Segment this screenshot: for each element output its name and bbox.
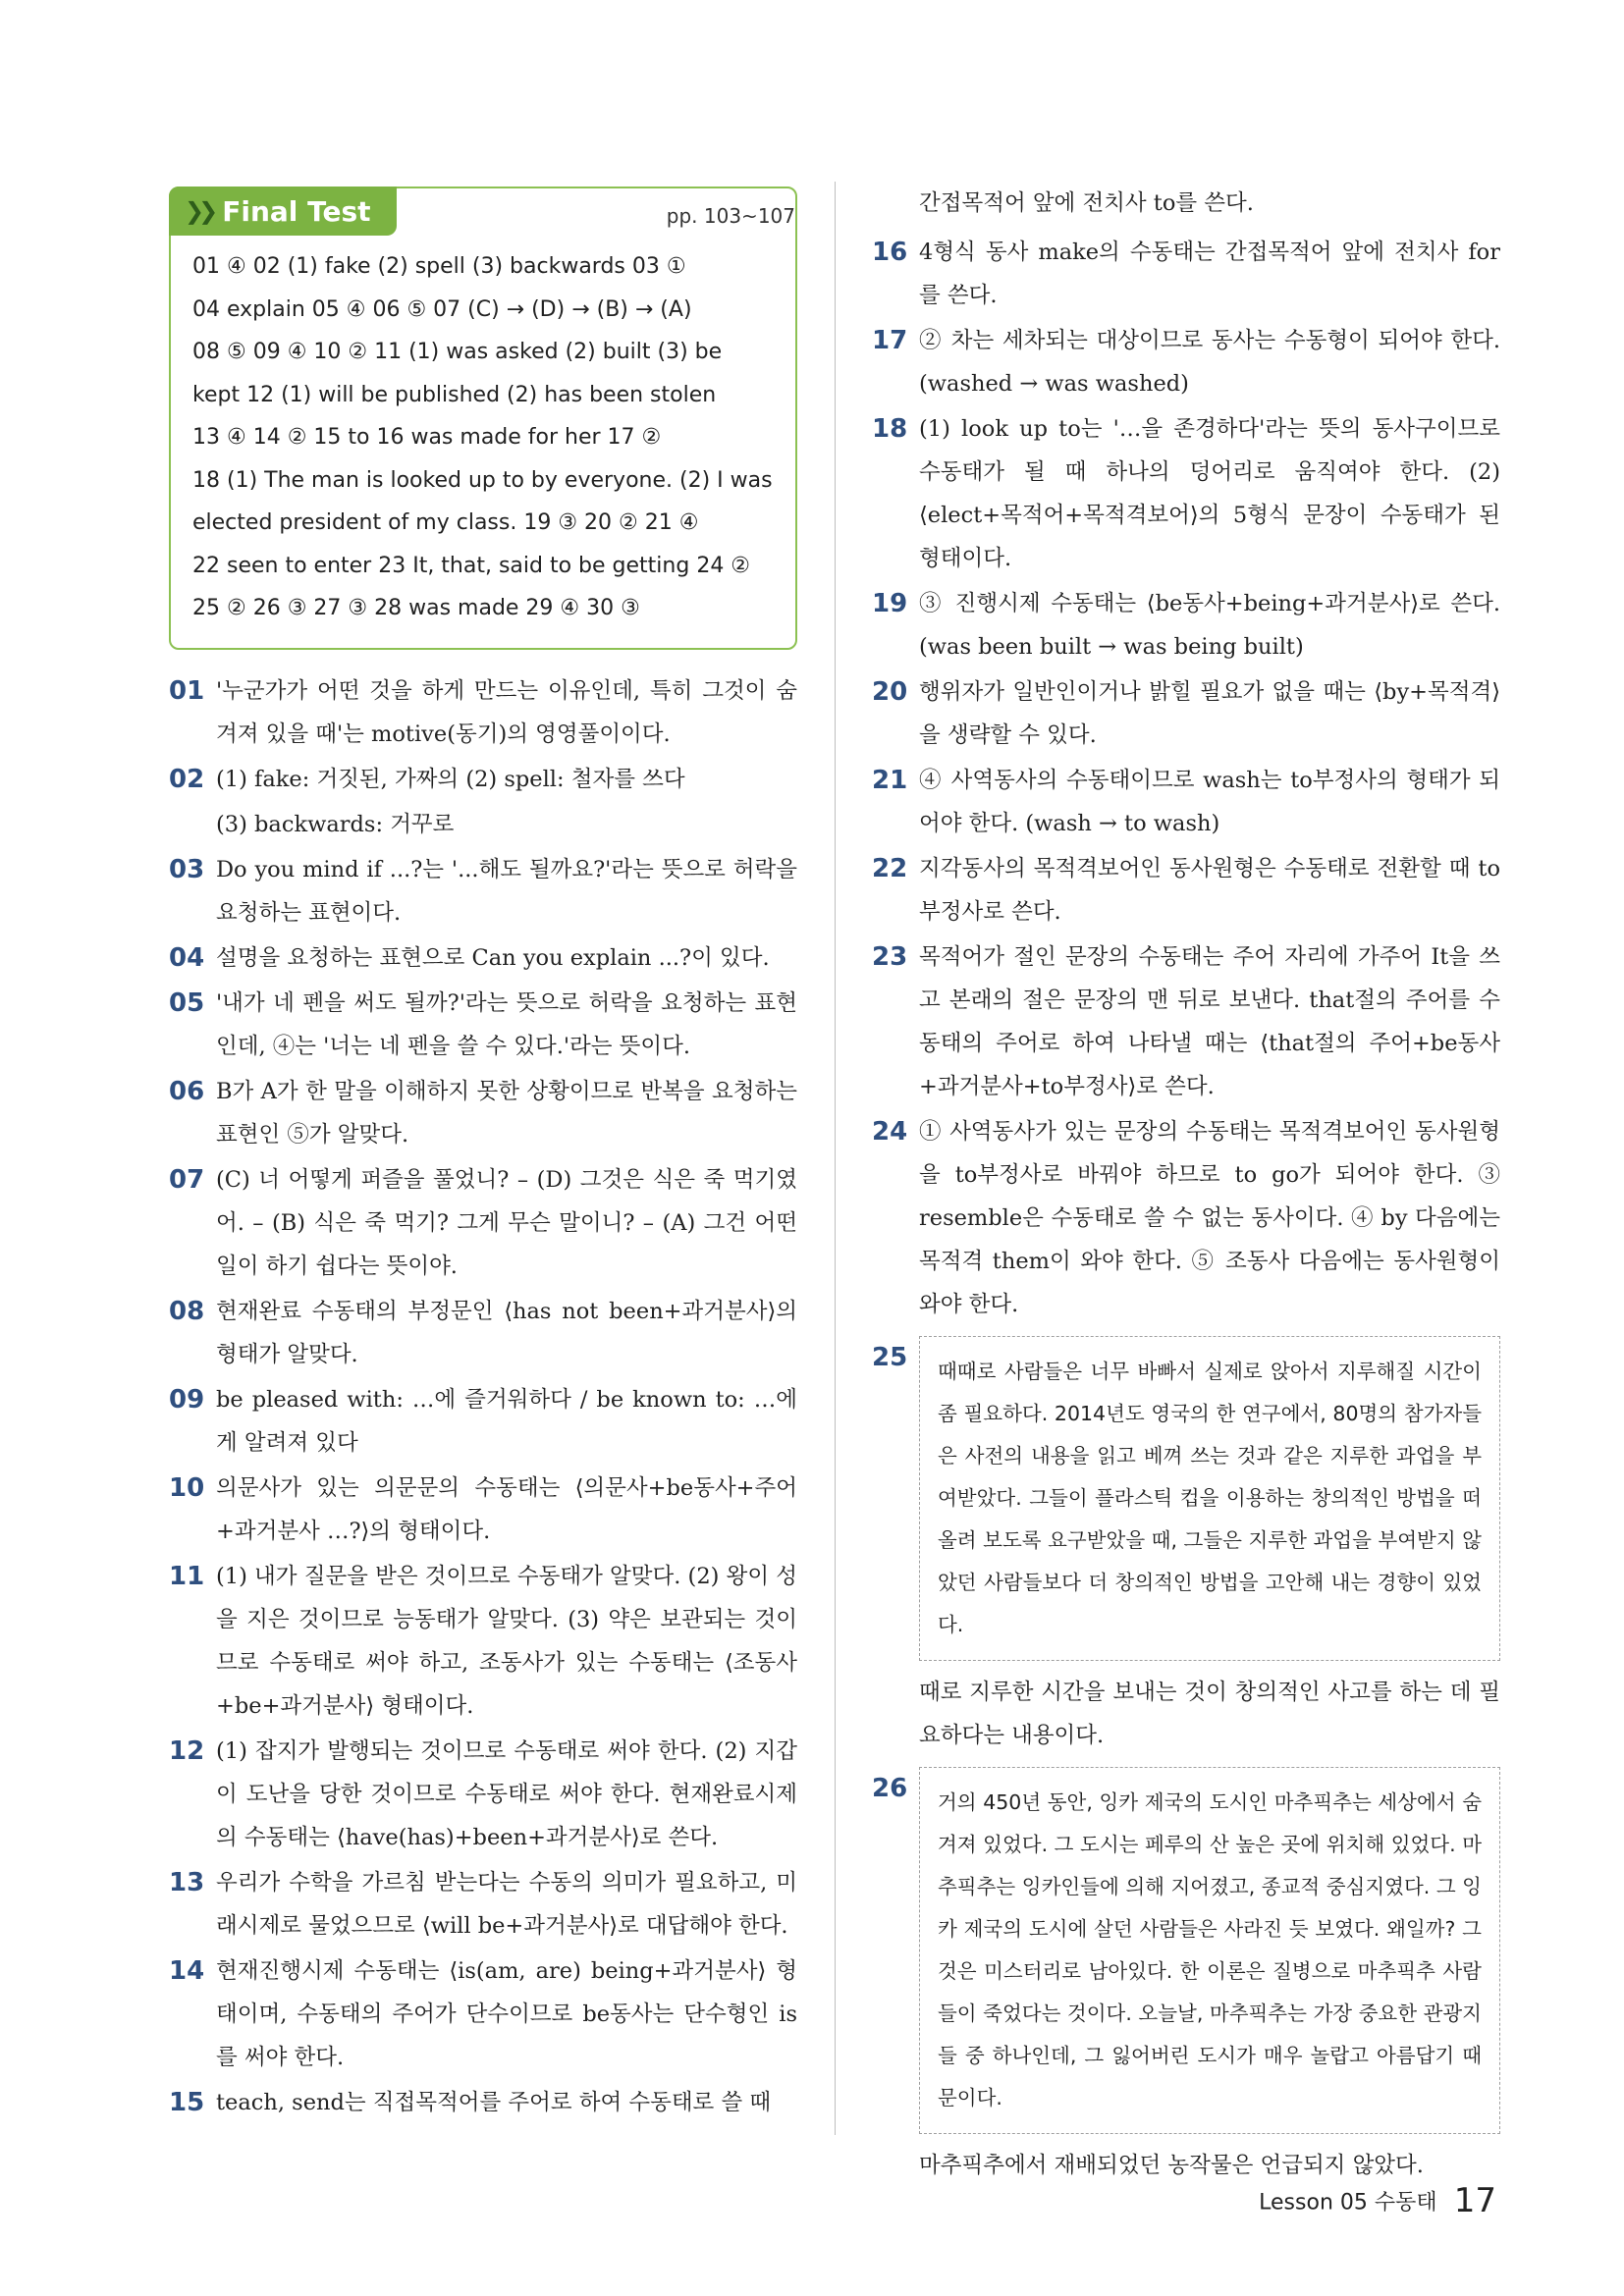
passage-26 bbox=[872, 1767, 1500, 2134]
item-text: (C) 너 어떻게 퍼즐을 풀었니? – (D) 그것은 식은 죽 먹기였어. – (B) 식은 죽 먹기? 그게 무슨 말이니? – (A) 그건 어떤 일이 하기 쉽다는 뜻이야. bbox=[216, 1166, 797, 1279]
passage-summary: 마추픽추에서 재배되었던 농작물은 언급되지 않았다. bbox=[919, 2153, 1424, 2178]
explanation-item bbox=[872, 935, 1500, 1108]
item-text: 4형식 동사 make의 수동태는 간접목적어 앞에 전치사 for를 쓴다. bbox=[919, 240, 1500, 308]
item-number: 11 bbox=[169, 1561, 205, 1591]
item-number: 06 bbox=[169, 1076, 205, 1106]
item-number: 17 bbox=[872, 326, 908, 355]
item-number: 18 bbox=[872, 414, 908, 444]
item-text: ④ 사역동사의 수동태이므로 wash는 to부정사의 형태가 되어야 한다. (wash → to wash) bbox=[919, 768, 1500, 836]
explanation-item bbox=[872, 582, 1500, 668]
explanation-item bbox=[872, 231, 1500, 317]
item-text: ③ 진행시제 수동태는 ⟨be동사+being+과거분사⟩로 쓴다. (was been built → was being built) bbox=[919, 591, 1500, 660]
explanation-item bbox=[169, 1730, 797, 1859]
explanation-item bbox=[872, 319, 1500, 405]
explanation-item bbox=[169, 1861, 797, 1948]
item-number: 25 bbox=[872, 1343, 908, 1372]
item-number: 07 bbox=[169, 1164, 205, 1195]
item-text: 행위자가 일반인이거나 밝힐 필요가 없을 때는 ⟨by+목적격⟩을 생략할 수 있다. bbox=[919, 679, 1500, 748]
item-text: (1) fake: 거짓된, 가짜의 (2) spell: 철자를 쓰다 bbox=[216, 766, 685, 792]
item-number: 23 bbox=[872, 942, 908, 972]
item-text: Do you mind if ...?는 '...해도 될까요?'라는 뜻으로 허락을 요청하는 표현이다. bbox=[216, 856, 797, 926]
explanation-item bbox=[872, 670, 1500, 757]
item-number: 20 bbox=[872, 677, 908, 707]
answer-line: 22 seen to enter 23 It, that, said to be getting 24 ② bbox=[192, 553, 751, 578]
left-column bbox=[169, 187, 797, 2126]
item-text: '누군가가 어떤 것을 하게 만드는 이유인데, 특히 그것이 숨겨져 있을 때'는 motive(동기)의 영영풀이이다. bbox=[216, 677, 797, 747]
item-text: B가 A가 한 말을 이해하지 못한 상황이므로 반복을 요청하는 표현인 ⑤가 알맞다. bbox=[216, 1078, 797, 1148]
final-test-title: Final Test bbox=[222, 194, 371, 228]
explanation-item bbox=[872, 407, 1500, 580]
explanation-item bbox=[169, 982, 797, 1068]
answer-line: 04 explain 05 ④ 06 ⑤ 07 (C) → (D) → (B) → (A) bbox=[192, 296, 692, 322]
explanation-item bbox=[872, 847, 1500, 934]
explanation-item bbox=[169, 669, 797, 756]
final-test-header bbox=[169, 187, 397, 236]
item-number: 24 bbox=[872, 1117, 908, 1147]
final-test-pages: pp. 103~107 bbox=[666, 204, 795, 228]
item-number: 02 bbox=[169, 764, 205, 794]
item-text: 우리가 수학을 가르침 받는다는 수동의 의미가 필요하고, 미래시제로 물었으므로 ⟨will be+과거분사⟩로 대답해야 한다. bbox=[216, 1869, 797, 1939]
item-text: '내가 네 펜을 써도 될까?'라는 뜻으로 허락을 요청하는 표현인데, ④는 '너는 네 펜을 쓸 수 있다.'라는 뜻이다. bbox=[216, 989, 797, 1059]
page-footer bbox=[1259, 2181, 1496, 2220]
answer-line: elected president of my class. 19 ③ 20 ② 21 ④ bbox=[192, 510, 699, 535]
explanation-item bbox=[169, 1290, 797, 1376]
item-number: 01 bbox=[169, 675, 205, 706]
item-text: (1) 잡지가 발행되는 것이므로 수동태로 써야 한다. (2) 지갑이 도난을 당한 것이므로 수동태로 써야 한다. 현재완료시제의 수동태는 ⟨have(has)+been+과거분사⟩로 쓴다. bbox=[216, 1737, 797, 1850]
explanation-list-right bbox=[872, 231, 1500, 1326]
chevron-double-icon: ❯❯ bbox=[185, 197, 213, 225]
explanation-item bbox=[169, 1949, 797, 2079]
item-text: 설명을 요청하는 표현으로 Can you explain ...?이 있다. bbox=[216, 944, 770, 971]
final-test-box bbox=[169, 187, 797, 650]
answer-line: kept 12 (1) will be published (2) has been stolen bbox=[192, 382, 717, 407]
item-text: ① 사역동사가 있는 문장의 수동태는 목적격보어인 동사원형을 to부정사로 바꿔야 하므로 to go가 되어야 한다. ③ resemble은 수동태로 쓸 수 없는 동사이다. ④ by 다음에는 목적격 them이 와야 한다. ⑤ 조동사 다음에는 동사원형이 와야 한다. bbox=[919, 1119, 1500, 1317]
item-text: ② 차는 세차되는 대상이므로 동사는 수동형이 되어야 한다. (washed → was washed) bbox=[919, 328, 1500, 397]
answer-line: 01 ④ 02 (1) fake (2) spell (3) backwards 03 ① bbox=[192, 254, 686, 279]
item-number: 05 bbox=[169, 988, 205, 1018]
explanation-item bbox=[169, 936, 797, 980]
item-number: 12 bbox=[169, 1735, 205, 1766]
item-number: 10 bbox=[169, 1472, 205, 1503]
item-number: 22 bbox=[872, 854, 908, 883]
explanation-list-left bbox=[169, 669, 797, 2124]
item-number: 13 bbox=[169, 1867, 205, 1897]
item-text: 현재완료 수동태의 부정문인 ⟨has not been+과거분사⟩의 형태가 알맞다. bbox=[216, 1298, 797, 1367]
continued-text: 간접목적어 앞에 전치사 to를 쓴다. bbox=[919, 190, 1254, 216]
item-number: 15 bbox=[169, 2087, 205, 2117]
item-text: (1) look up to는 '…을 존경하다'라는 뜻의 동사구이므로 수동태가 될 때 하나의 덩어리로 움직여야 한다. (2) ⟨elect+목적어+목적격보어⟩의 5형식 문장이 수동태가 된 형태이다. bbox=[919, 416, 1500, 571]
passage-25 bbox=[872, 1336, 1500, 1661]
item-text: 지각동사의 목적격보어인 동사원형은 수동태로 전환할 때 to부정사로 쓴다. bbox=[919, 856, 1500, 925]
item-number: 08 bbox=[169, 1296, 205, 1326]
answer-line: 25 ② 26 ③ 27 ③ 28 was made 29 ④ 30 ③ bbox=[192, 596, 640, 620]
item-text: 목적어가 절인 문장의 수동태는 주어 자리에 가주어 It을 쓰고 본래의 절은 문장의 맨 뒤로 보낸다. that절의 주어를 수동태의 주어로 하여 나타낼 때는 ⟨that절의 주어+be동사+과거분사+to부정사⟩로 쓴다. bbox=[919, 944, 1500, 1099]
explanation-item bbox=[169, 1378, 797, 1465]
explanation-item bbox=[169, 2081, 797, 2124]
passage-box: 거의 450년 동안, 잉카 제국의 도시인 마추픽추는 세상에서 숨겨져 있었다. 그 도시는 페루의 산 높은 곳에 위치해 있었다. 마추픽추는 잉카인들에 의해 지어졌고, 종교적 중심지였다. 그 잉카 제국의 도시에 살던 사람들은 사라진 듯 보였다. 왜일까? 그것은 미스터리로 남아있다. 한 이론은 질병으로 마추픽추 사람들이 죽었다는 것이다. 오늘날, 마추픽추는 가장 중요한 관광지들 중 하나인데, 그 잃어버린 도시가 매우 놀랍고 아름답기 때문이다. bbox=[919, 1767, 1500, 2134]
answer-line: 13 ④ 14 ② 15 to 16 was made for her 17 ② bbox=[192, 425, 662, 450]
explanation-item bbox=[169, 1158, 797, 1288]
item-text: (3) backwards: 거꾸로 bbox=[216, 811, 455, 837]
item-number: 09 bbox=[169, 1384, 205, 1415]
item-number: 21 bbox=[872, 766, 908, 795]
explanation-item bbox=[872, 759, 1500, 845]
item-number: 16 bbox=[872, 238, 908, 267]
item-text: 의문사가 있는 의문문의 수동태는 ⟨의문사+be동사+주어+과거분사 …?⟩의 형태이다. bbox=[216, 1474, 797, 1544]
explanation-item bbox=[169, 803, 797, 846]
explanation-item bbox=[872, 1110, 1500, 1326]
item-number: 04 bbox=[169, 942, 205, 973]
explanation-item bbox=[169, 848, 797, 934]
item-text: be pleased with: …에 즐거워하다 / be known to: …에게 알려져 있다 bbox=[216, 1386, 797, 1456]
answer-line: 08 ⑤ 09 ④ 10 ② 11 (1) was asked (2) built (3) be bbox=[192, 340, 723, 364]
item-number: 19 bbox=[872, 589, 908, 618]
column-divider bbox=[835, 182, 836, 2135]
explanation-item bbox=[169, 758, 797, 801]
item-text: 현재진행시제 수동태는 ⟨is(am, are) being+과거분사⟩ 형태이며, 수동태의 주어가 단수이므로 be동사는 단수형인 is를 써야 한다. bbox=[216, 1957, 797, 2070]
lesson-label: Lesson 05 수동태 bbox=[1259, 2190, 1437, 2216]
answer-line: 18 (1) The man is looked up to by everyone. (2) I was bbox=[192, 467, 773, 493]
item-number: 14 bbox=[169, 1955, 205, 1986]
explanation-item bbox=[169, 1555, 797, 1728]
explanation-item bbox=[169, 1467, 797, 1553]
page-number: 17 bbox=[1453, 2181, 1496, 2220]
item-number: 26 bbox=[872, 1774, 908, 1803]
answer-key bbox=[192, 245, 776, 630]
item-number: 03 bbox=[169, 854, 205, 884]
passage-box: 때때로 사람들은 너무 바빠서 실제로 앉아서 지루해질 시간이 좀 필요하다. 2014년도 영국의 한 연구에서, 80명의 참가자들은 사전의 내용을 읽고 베껴 쓰는 것과 같은 지루한 과업을 부여받았다. 그들이 플라스틱 컵을 이용하는 창의적인 방법을 떠올려 보도록 요구받았을 때, 그들은 지루한 과업을 부여받지 않았던 사람들보다 더 창의적인 방법을 고안해 내는 경향이 있었다. bbox=[919, 1336, 1500, 1661]
passage-summary: 때로 지루한 시간을 보내는 것이 창의적인 사고를 하는 데 필요하다는 내용이다. bbox=[919, 1680, 1500, 1748]
item-text: (1) 내가 질문을 받은 것이므로 수동태가 알맞다. (2) 왕이 성을 지은 것이므로 능동태가 알맞다. (3) 약은 보관되는 것이므로 수동태로 써야 하고, 조동사가 있는 수동태는 ⟨조동사+be+과거분사⟩ 형태이다. bbox=[216, 1563, 797, 1719]
right-column bbox=[872, 182, 1500, 2195]
explanation-item bbox=[169, 1070, 797, 1156]
item-text: teach, send는 직접목적어를 주어로 하여 수동태로 쓸 때 bbox=[216, 2089, 772, 2115]
